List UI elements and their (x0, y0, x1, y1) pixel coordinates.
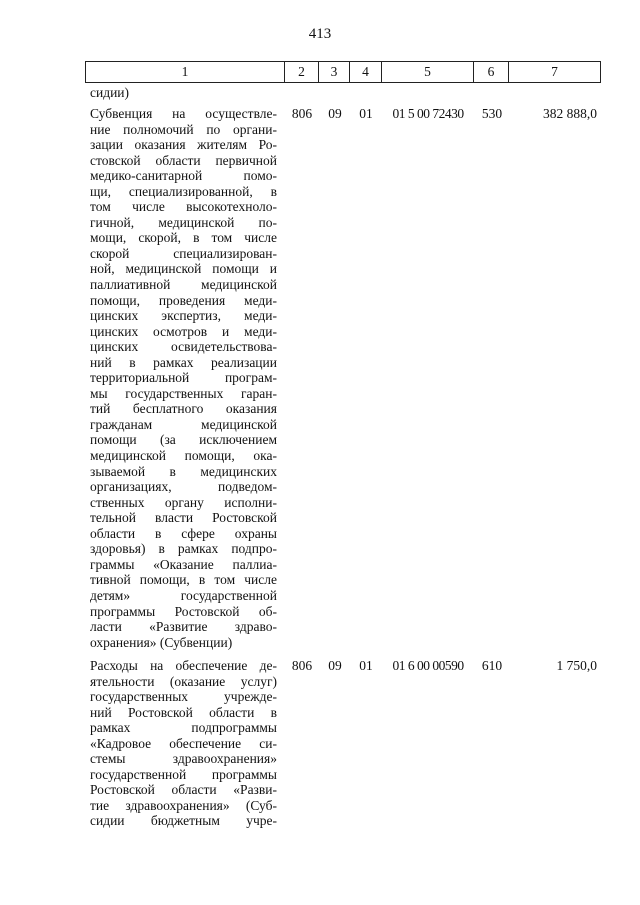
description-line: гичной, медицинской по- (90, 214, 277, 230)
column-header-row (86, 62, 601, 83)
column-header: 4 (350, 62, 382, 83)
description-line: сидии бюджетным учре- (90, 813, 277, 829)
row-subsection-code: 01 (359, 658, 373, 673)
page-number: 413 (308, 26, 332, 42)
description-line: территориальной програм- (90, 370, 277, 386)
row-amount: 382 888,0 (543, 106, 597, 121)
description-line: стовской области первичной (90, 152, 277, 168)
description-line: зываемой в медицинских (90, 463, 277, 479)
column-header: 6 (474, 62, 509, 83)
description-line: «Кадровое обеспечение си- (90, 735, 277, 751)
description-line: цинских осмотров и меди- (90, 323, 277, 339)
row-description (90, 658, 277, 829)
row-amount: 1 750,0 (556, 658, 597, 673)
description-line: том числе высокотехноло- (90, 199, 277, 215)
description-line: государственной программы (90, 766, 277, 782)
description-line: мощи, скорой, в том числе (90, 230, 277, 246)
description-line: гражданам медицинской (90, 416, 277, 432)
description-line: тие здравоохранения» (Суб- (90, 797, 277, 813)
description-line: мы государственных гаран- (90, 385, 277, 401)
description-line: ласти «Развитие здраво- (90, 619, 277, 635)
row-expense-type: 610 (481, 658, 503, 673)
column-header: 5 (382, 62, 474, 83)
row-subsection-code: 01 (359, 106, 373, 121)
description-line: медико-санитарной помо- (90, 168, 277, 184)
description-line: стемы здравоохранения» (90, 751, 277, 767)
description-line: программы Ростовской об- (90, 603, 277, 619)
description-line: помощи (за исключением (90, 432, 277, 448)
description-line: ной, медицинской помощи и (90, 261, 277, 277)
column-header: 2 (285, 62, 319, 83)
description-line: рамках подпрограммы (90, 720, 277, 736)
continued-text: сидии) (90, 85, 130, 100)
description-line: медицинской помощи, ока- (90, 448, 277, 464)
description-line: ние полномочий по органи- (90, 121, 277, 137)
description-line: организациях, подведом- (90, 479, 277, 495)
column-header-table (85, 61, 601, 83)
description-line: цинских экспертиз, меди- (90, 308, 277, 324)
row-section-code: 09 (328, 106, 342, 121)
description-line: ственных органу исполни- (90, 494, 277, 510)
description-line: щи, специализированной, в (90, 183, 277, 199)
description-line: тий бесплатного оказания (90, 401, 277, 417)
description-line: здоровья) в рамках подпро- (90, 541, 277, 557)
column-header: 1 (86, 62, 285, 83)
description-line: Субвенция на осуществле- (90, 106, 277, 121)
column-header: 7 (509, 62, 601, 83)
description-line: скорой специализирован- (90, 245, 277, 261)
row-ministry-code: 806 (291, 658, 313, 673)
row-description (90, 106, 277, 650)
description-line: детям» государственной (90, 587, 277, 603)
description-line: Расходы на обеспечение де- (90, 658, 277, 673)
description-line: помощи, проведения меди- (90, 292, 277, 308)
row-target-article: 01 5 00 72430 (392, 106, 464, 121)
description-line: паллиативной медицинской (90, 277, 277, 293)
row-target-article: 01 6 00 00590 (392, 658, 464, 673)
description-line: охранения» (Субвенции) (90, 634, 233, 650)
description-line: ятельности (оказание услуг) (90, 673, 277, 689)
description-line: ний Ростовской области в (90, 704, 277, 720)
description-line: области в сфере охраны (90, 525, 277, 541)
description-line: государственных учрежде- (90, 689, 277, 705)
description-line: тивной помощи, в том числе (90, 572, 277, 588)
column-header: 3 (319, 62, 350, 83)
description-line: цинских освидетельствова- (90, 339, 277, 355)
description-line: ний в рамках реализации (90, 354, 277, 370)
row-section-code: 09 (328, 658, 342, 673)
description-line: тельной власти Ростовской (90, 510, 277, 526)
description-line: Ростовской области «Разви- (90, 782, 277, 798)
row-ministry-code: 806 (291, 106, 313, 121)
row-expense-type: 530 (481, 106, 503, 121)
description-line: зации оказания жителям Ро- (90, 137, 277, 153)
description-line: граммы «Оказание паллиа- (90, 556, 277, 572)
